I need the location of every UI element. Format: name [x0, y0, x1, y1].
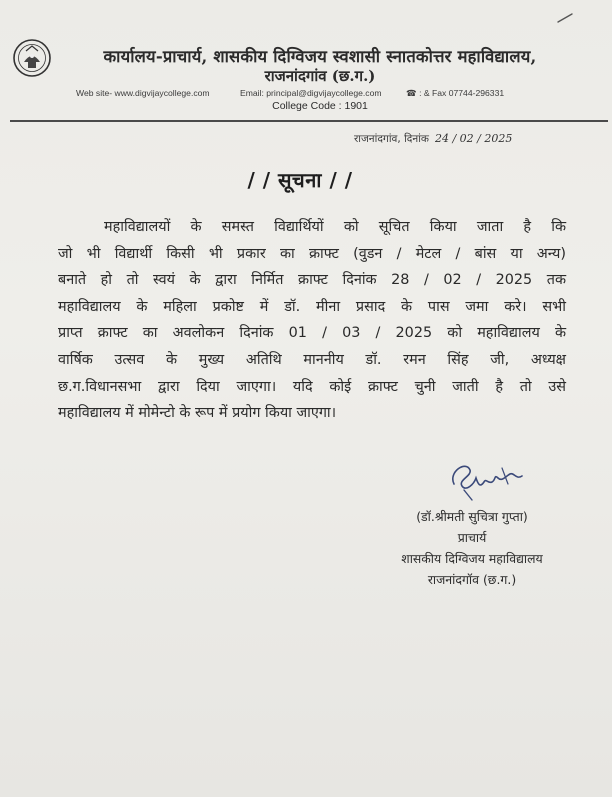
body-line: महाविद्यालयों के समस्त विद्यार्थियों को सूचित किया जाता है कि	[104, 219, 566, 235]
signatory-place: राजनांदगॉव (छ.ग.)	[427, 572, 517, 587]
phone-fax-text: ☎ : & Fax 07744-296331	[406, 88, 505, 98]
date-line	[354, 132, 512, 146]
date-label: राजनांदगांव, दिनांक	[354, 133, 429, 145]
date-value: 24 / 02 / 2025	[434, 132, 513, 145]
signatory-block	[372, 506, 572, 590]
notice-body	[58, 214, 566, 427]
body-line: महाविद्यालय के महिला प्रकोष्ट में डॉ. मीना प्रसाद के पास जमा करे। सभी	[58, 298, 566, 315]
signatory-institution: शासकीय दिग्विजय महाविद्यालय	[401, 551, 543, 566]
college-title: कार्यालय-प्राचार्य, शासकीय दिग्विजय स्वशासी स्नातकोत्तर महाविद्यालय,	[103, 47, 537, 66]
pen-mark-icon	[556, 12, 574, 24]
body-line: वार्षिक उत्सव के मुख्य अतिथि माननीय डॉ. रमन सिंह जी, अध्यक्ष	[58, 351, 566, 368]
notice-title: / / सूचना / /	[247, 168, 353, 192]
handwritten-signature	[444, 454, 528, 502]
signatory-designation: प्राचार्य	[457, 530, 487, 545]
body-line: जो भी विद्यार्थी किसी भी प्रकार का क्राफ्ट (वुडन / मेटल / बांस या अन्य)	[58, 245, 566, 262]
email-text: Email: principal@digvijaycollege.com	[240, 88, 382, 98]
website-text: Web site- www.digvijaycollege.com	[76, 88, 210, 98]
college-code: College Code : 1901	[272, 100, 368, 112]
signatory-name: (डॉ.श्रीमती सुचित्रा गुप्ता)	[416, 509, 528, 524]
body-line: महाविद्यालय में मोमेन्टो के रूप में प्रयोग किया जाएगा।	[58, 405, 337, 422]
header-divider	[10, 120, 608, 122]
college-city: राजनांदगांव (छ.ग.)	[264, 67, 376, 85]
college-emblem-icon	[12, 38, 52, 78]
body-line: बनाते हो तो स्वयं के द्वारा निर्मित क्राफ्ट दिनांक 28 / 02 / 2025 तक	[58, 272, 566, 289]
body-line: छ.ग.विधानसभा द्वारा दिया जाएगा। यदि कोई क्राफ्ट चुनी जाती है तो उसे	[58, 378, 566, 395]
body-line: प्राप्त क्राफ्ट का अवलोकन दिनांक 01 / 03 / 2025 को महाविद्यालय के	[58, 325, 566, 342]
